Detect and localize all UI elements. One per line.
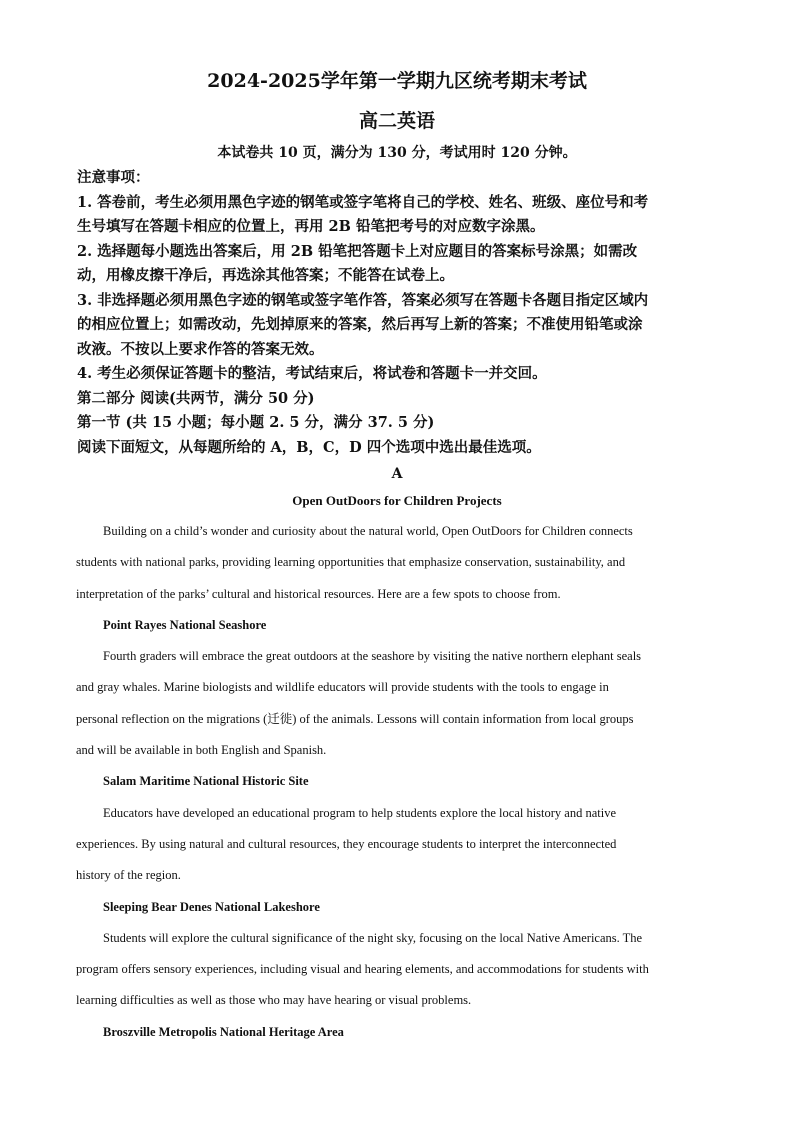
passage-label: A — [391, 466, 403, 482]
instruction-line: 4. 考生必须保证答题卡的整洁，考试结束后，将试卷和答题卡一并交回。 — [77, 365, 547, 382]
paragraph-line: Fourth graders will embrace the great outdoors at the seashore by visiting the native northern elephant seals — [103, 649, 642, 664]
paragraph-line: Students will explore the cultural significance of the night sky, focusing on the local Native Americans. The — [103, 930, 643, 945]
paragraph-line: and will be available in both English and Spanish. — [76, 743, 327, 758]
instructions-block — [77, 166, 717, 460]
spot-heading: Point Rayes National Seashore — [103, 617, 267, 632]
exam-info: 本试卷共 10 页，满分为 130 分，考试用时 120 分钟。 — [217, 145, 577, 161]
reading-directions: 阅读下面短文，从每题所给的 A，B，C，D 四个选项中选出最佳选项。 — [77, 438, 541, 456]
paragraph-line: history of the region. — [76, 868, 181, 883]
passage-title: Open OutDoors for Children Projects — [292, 493, 502, 508]
exam-title: 2024-2025学年第一学期九区统考期末考试 — [207, 70, 587, 92]
passage-body — [76, 516, 720, 1048]
instructions-heading: 注意事项： — [77, 169, 150, 186]
paragraph-line: Educators have developed an educational program to help students explore the local history and native — [103, 805, 617, 820]
spot-heading: Salam Maritime National Historic Site — [103, 774, 309, 789]
spot-heading: Broszville Metropolis National Heritage Area — [103, 1024, 344, 1039]
instruction-line: 动，用橡皮擦干净后，再选涂其他答案；不能答在试卷上。 — [77, 267, 454, 284]
instruction-line: 2. 选择题每小题选出答案后，用 2B 铅笔把答题卡上对应题目的答案标号涂黑；如需改 — [77, 242, 638, 260]
paragraph-line: experiences. By using natural and cultural resources, they encourage students to interpret the interconnected — [76, 836, 617, 851]
paragraph-line: program offers sensory experiences, including visual and hearing elements, and accommodations for students with — [76, 962, 649, 977]
instruction-line: 生号填写在答题卡相应的位置上，再用 2B 铅笔把考号的对应数字涂黑。 — [77, 218, 545, 235]
spot-heading: Sleeping Bear Denes National Lakeshore — [103, 899, 320, 914]
instruction-line: 的相应位置上；如需改动，先划掉原来的答案，然后再写上新的答案；不准使用铅笔或涂 — [77, 316, 643, 333]
instruction-line: 改液。不按以上要求作答的答案无效。 — [77, 340, 324, 358]
section-heading: 第一节 (共 15 小题；每小题 2. 5 分，满分 37. 5 分) — [77, 414, 435, 431]
paragraph-line: students with national parks, providing learning opportunities that emphasize conservation, sustainability, and — [76, 555, 626, 570]
paragraph-line: and gray whales. Marine biologists and wildlife educators will provide students with the tools to engage in — [76, 680, 609, 695]
instruction-line: 1. 答卷前，考生必须用黑色字迹的钢笔或签字笔将自己的学校、姓名、班级、座位号和考 — [77, 193, 649, 211]
part-heading: 第二部分 阅读(共两节，满分 50 分) — [77, 389, 315, 407]
subject-title: 高二英语 — [358, 110, 435, 132]
paragraph-line: Building on a child’s wonder and curiosity about the natural world, Open OutDoors for Children connects — [103, 524, 633, 538]
instruction-line: 3. 非选择题必须用黑色字迹的钢笔或签字笔作答，答案必须写在答题卡各题目指定区域内 — [77, 291, 649, 309]
paragraph-line: learning difficulties as well as those who may have hearing or visual problems. — [76, 993, 472, 1008]
paragraph-line: interpretation of the parks’ cultural and historical resources. Here are a few spots to choose from. — [76, 586, 561, 601]
paragraph-line: personal reflection on the migrations (迁徙) of the animals. Lessons will contain information from local groups — [76, 711, 634, 726]
